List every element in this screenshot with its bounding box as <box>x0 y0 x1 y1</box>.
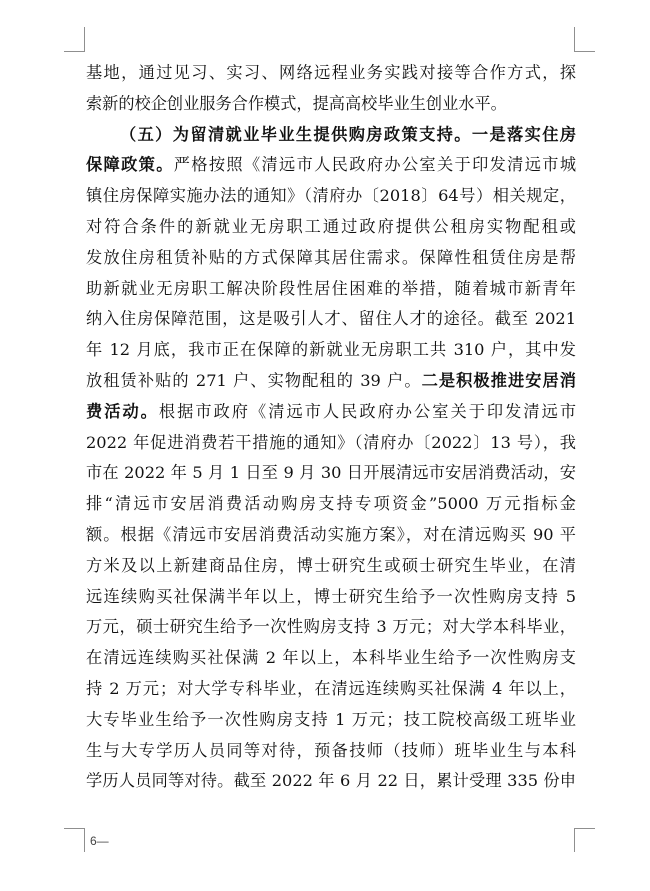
crop-mark-bottom-right <box>574 828 595 852</box>
document-body <box>86 58 576 797</box>
text-line <box>86 551 576 582</box>
bold-text-run: 费活动。 <box>86 401 159 421</box>
text-line <box>86 520 576 551</box>
text-run: 生与大专学历人员同等对待，预备技师（技师）班毕业生与本科 <box>86 740 576 760</box>
text-run: 助新就业无房职工解决阶段性居住困难的举措，随着城市新青年 <box>86 278 576 298</box>
text-line <box>86 274 576 305</box>
bold-text-run: 保障政策。 <box>86 155 174 175</box>
text-line <box>86 643 576 674</box>
text-line <box>86 766 576 797</box>
page-number: 6— <box>90 834 109 848</box>
crop-mark-top-right <box>574 27 595 52</box>
text-line <box>86 428 576 459</box>
text-run: 在清远连续购买社保满 2 年以上，本科毕业生给予一次性购房支 <box>86 648 576 668</box>
text-line <box>86 58 576 89</box>
text-run: 发放住房租赁补贴的方式保障其居住需求。保障性租赁住房是帮 <box>86 247 576 267</box>
text-line <box>86 582 576 613</box>
text-run: 学历人员同等对待。截至 2022 年 6 月 22 日，累计受理 335 份申 <box>86 771 576 791</box>
text-line <box>86 366 576 397</box>
text-line <box>86 612 576 643</box>
text-run: 纳入住房保障范围，这是吸引人才、留住人才的途径。截至 2021 <box>86 309 576 329</box>
bold-text-run: （五）为留清就业毕业生提供购房政策支持。 <box>120 124 472 144</box>
text-line <box>86 458 576 489</box>
bold-text-run: 一是落实住房 <box>471 124 577 144</box>
crop-mark-top-left <box>64 27 85 52</box>
text-run: 万元，硕士研究生给予一次性购房支持 3 万元；对大学本科毕业， <box>86 617 576 637</box>
text-run: 大专毕业生给予一次性购房支持 1 万元；技工院校高级工班毕业 <box>86 709 576 729</box>
text-run: 根据市政府《清远市人民政府办公室关于印发清远市 <box>158 401 577 421</box>
text-run: 2022 年促进消费若干措施的通知》（清府办〔2022〕13 号），我 <box>86 432 576 452</box>
text-run: 排“清远市安居消费活动购房支持专项资金”5000 万元指标金 <box>86 494 576 514</box>
text-line <box>86 243 576 274</box>
text-line <box>86 674 576 705</box>
text-run: 远连续购买社保满半年以上，博士研究生给予一次性购房支持 5 <box>86 586 576 606</box>
text-line <box>86 397 576 428</box>
text-line <box>86 489 576 520</box>
text-line <box>86 89 576 120</box>
bold-text-run: 二是积极推进安居消 <box>421 370 576 390</box>
text-run: 放租赁补贴的 271 户、实物配租的 39 户。 <box>86 370 422 390</box>
text-line <box>86 181 576 212</box>
text-line <box>86 120 576 151</box>
text-run: 市在 2022 年 5 月 1 日至 9 月 30 日开展清远市安居消费活动，安 <box>86 463 576 483</box>
text-line <box>86 705 576 736</box>
text-line <box>86 304 576 335</box>
text-run: 年 12 月底，我市正在保障的新就业无房职工共 310 户，其中发 <box>86 340 576 360</box>
text-line <box>86 335 576 366</box>
text-run: 基地，通过见习、实习、网络远程业务实践对接等合作方式，探 <box>86 63 576 82</box>
text-line <box>86 150 576 181</box>
text-run: 方米及以上新建商品住房，博士研究生或硕士研究生毕业，在清 <box>86 555 576 575</box>
text-run: 镇住房保障实施办法的通知》（清府办〔2018〕64号）相关规定， <box>86 186 576 206</box>
text-run: 对符合条件的新就业无房职工通过政府提供公租房实物配租或 <box>86 216 576 236</box>
text-run: 严格按照《清远市人民政府办公室关于印发清远市城 <box>173 155 577 175</box>
text-run: 持 2 万元；对大学专科毕业，在清远连续购买社保满 4 年以上， <box>86 678 576 698</box>
text-line <box>86 212 576 243</box>
text-run: 索新的校企创业服务合作模式，提高高校毕业生创业水平。 <box>86 93 507 113</box>
crop-mark-bottom-left <box>64 828 85 852</box>
text-line <box>86 736 576 767</box>
text-run: 额。根据《清远市安居消费活动实施方案》，对在清远购买 90 平 <box>86 524 576 544</box>
